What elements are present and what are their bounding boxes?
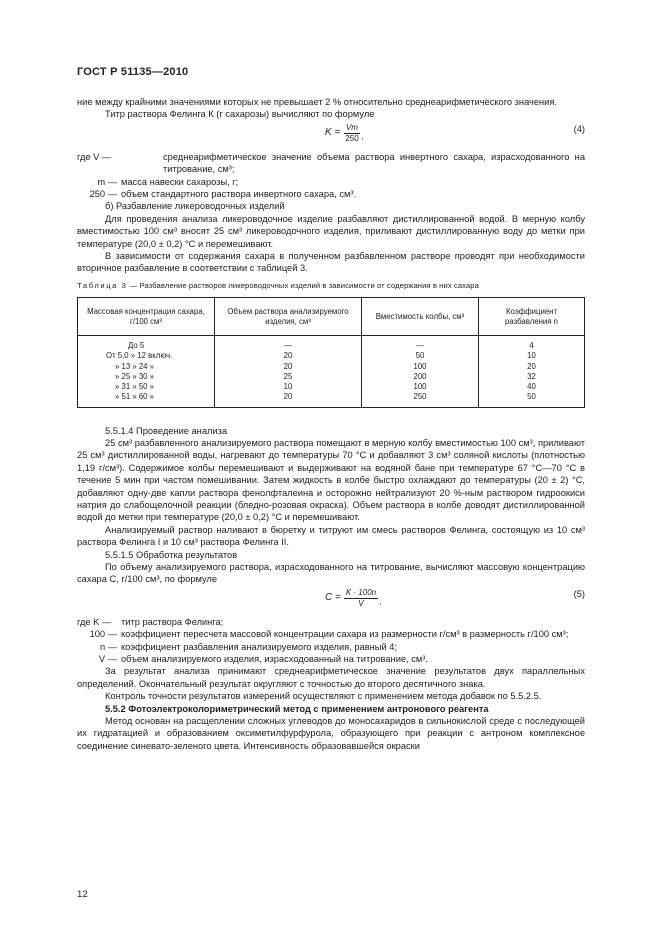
definition-item [77,641,585,653]
definition-key: n — [99,641,117,652]
table-cell: » 51 » 60 » [78,392,215,407]
formula-5 [77,586,585,616]
definition-text: среднеарифметическое значение объема раствора инвертного сахара, израсходованного на титрование, см³; [163,151,585,175]
table-caption-text: — Разбавление растворов ликероводочных изделий в зависимости от содержания в них сахара [127,280,479,290]
table-cell: — [215,336,362,352]
formula-4-trail: , [361,132,364,142]
definition-item [77,188,585,200]
section-b-paragraph: Для проведения анализа ликероводочное изделие разбавляют дистиллированной водой. В мерную колбу вместимостью 100 см³ вносят 25 см³ ликероводочного изделия, приливают дистиллированную воду до метки при температуре (20,0 ± 0,2) °С и перемешивают. [77,213,585,249]
formula-4-lhs: K = [325,127,341,139]
table-row [78,372,585,382]
table-cell: 20 [215,362,362,372]
table-cell: 32 [479,372,585,382]
definition-key: где K — [77,616,112,627]
table-header-cell: Коэффициент разбавления n [479,298,585,336]
table-row [78,392,585,407]
definition-item [77,628,585,640]
main-text [77,96,585,752]
formula-5-number: (5) [573,588,585,599]
definition-item [77,151,585,176]
section-b-paragraph: В зависимости от содержания сахара в полученном разбавленном растворе проводят при необходимости вторичное разбавление в соответствии с таблицей 3. [77,251,585,274]
definition-key: где V — [77,151,112,162]
intro-paragraph: ние между крайними значениями которых не превышает 2 % относительно среднеарифметического значения. [77,97,557,107]
definition-text: коэффициент разбавления анализируемого изделия, равный 4; [121,641,397,652]
table-cell: 25 [215,372,362,382]
table-cell: 50 [362,351,479,361]
formula-4 [77,121,585,151]
conclusion-paragraph: Контроль точности результатов измерений осуществляют с применением метода добавок по 5.5.2.5. [105,691,542,702]
table-row [78,382,585,392]
table-cell: 20 [215,351,362,361]
conclusion-paragraph: За результат анализа принимают среднеарифметическое значение результатов двух параллельных определений. Окончательный результат округляют с точностью до второго десятичного знака. [77,666,585,689]
table-row [78,351,585,361]
section-552-paragraph: Метод основан на расщеплении сложных углеводов до моносахаридов в сильнокислой среде с последующей их гидратацией и образованием оксиметилфурфурола, образующего при реакции с антроном комплексное соединение синевато-зеленого цвета. Интенсивность образовавшейся окраски [77,716,585,751]
table-cell: 250 [362,392,479,407]
definition-text: объем стандартного раствора инвертного сахара, см³. [121,189,357,200]
table-caption [77,280,585,292]
formula-5-denominator: V [358,598,364,608]
formula-5-lhs: C = [325,592,341,604]
formula-4-number: (4) [573,123,585,134]
table-cell: 10 [479,351,585,361]
formula-5-trail: , [379,597,382,607]
section-515-title: 5.5.1.5 Обработка результатов [105,549,238,560]
titer-paragraph: Титр раствора Фелинга К (г сахарозы) вычисляют по формуле [105,109,375,120]
definition-item [77,653,585,665]
definition-key: 100 — [89,629,117,640]
page-header: ГОСТ Р 51135—2010 [77,66,189,78]
definition-item [77,176,585,188]
table-cell: 100 [362,382,479,392]
definition-key: V — [98,654,117,664]
table-cell: 40 [479,382,585,392]
section-514-title: 5.5.1.4 Проведение анализа [105,425,228,436]
table-header-cell: Объем раствора анализируемого изделия, см³ [215,298,362,336]
table-header-cell: Массовая концентрация сахара, г/100 см³ [78,298,215,336]
section-515-paragraph: По объему анализируемого раствора, израсходованного на титрование, вычисляют массовую концентрацию сахара С, г/100 см³, по формуле [77,561,585,585]
section-b-title: б) Разбавление ликероводочных изделий [105,201,285,212]
definition-key: m — [97,176,117,187]
definition-text: объем анализируемого изделия, израсходованный на титрование, см³. [121,654,428,664]
table-cell: 100 [362,362,479,372]
definition-text: титр раствора Фелинга; [121,616,224,627]
definition-text: коэффициент пересчета массовой концентрации сахара из размерности г/см³ в размерность г/100 см³; [121,629,569,640]
definition-text: масса навески сахарозы, г; [121,176,239,187]
definition-item [77,616,585,628]
table-caption-label: Таблица 3 [77,280,128,290]
section-514-paragraph: Анализируемый раствор наливают в бюретку и титруют им смесь растворов Фелинга, состоящую из 10 см³ раствора Фелинга I и 10 см³ раствора Фелинга II. [77,524,585,548]
table-cell: До 5 [78,336,215,352]
table-cell: 4 [479,336,585,352]
formula-4-numerator: Vm [345,122,358,132]
table-cell: 20 [215,392,362,407]
section-514-paragraph: 25 см³ разбавленного анализируемого раствора помещают в мерную колбу вместимостью 100 см³, приливают 25 см³ дистиллированной воды, нагревают до температуры 70 °С и добавляют 3 см³ соляной кислоты (плотностью 1,19 г/см³). Содержимое колбы перемешивают и выдерживают на водяной бане при температуре 67 °С—70 °С в течение 5 мин при частом помешивании. Затем жидкость в колбе быстро охлаждают до температуры (20 ± 2) °С, добавляют одну-две капли раствора фенолфталеина и осторожно нейтрализуют 20 %-ным раствором гидроокиси натрия до слабощелочной реакции (бледно-розовая окраска). Объем раствора в колбе доводят дистиллированной водой до метки при температуре (20,0 ± 0,2) °С и перемешивают. [77,437,585,523]
table-cell: От 5,0 » 12 включ. [78,351,215,361]
table-cell: 200 [362,372,479,382]
table-cell: — [362,336,479,352]
page-number: 12 [77,889,88,900]
table-cell: » 25 » 30 » [78,372,215,382]
table-cell: 10 [215,382,362,392]
table-header-row [78,298,585,336]
table-cell: 20 [479,362,585,372]
table-cell: » 31 » 50 » [78,382,215,392]
table-cell: » 13 » 24 » [78,362,215,372]
table-cell: 50 [479,392,585,407]
table-row [78,362,585,372]
table-row [78,336,585,352]
table-header-cell: Вместимость колбы, см³ [362,298,479,336]
formula-4-denominator: 250 [345,133,359,143]
dilution-table [77,297,585,407]
section-552-title: 5.5.2 Фотоэлектроколориметрический метод с применением антронового реагента [105,703,489,714]
definition-key: 250 — [89,189,117,200]
formula-5-numerator: K · 100n [345,587,377,597]
